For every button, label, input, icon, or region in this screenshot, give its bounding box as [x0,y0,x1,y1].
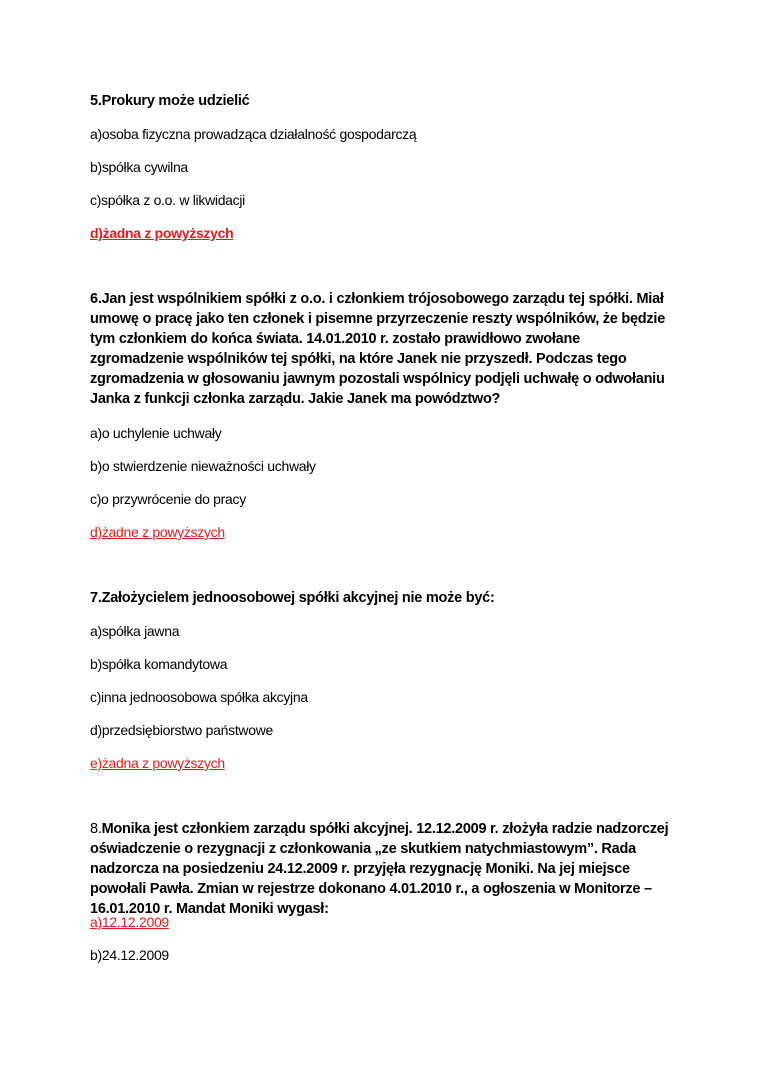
q7-option-b: b)spółka komandytowa [90,656,228,672]
question-6: 6.Jan jest wspólnikiem spółki z o.o. i członkiem trójosobowego zarządu tej spółki. Miał umowę o pracę jako ten członek i pisemne przyrzeczenie reszty wspólników, że będzie tym członkiem do końca świata. 14.01.2010 r. zostało prawidłowo zwołane zgromadzenie wspólników tej spółki, na które Janek nie przyszedł. Podczas tego zgromadzenia w głosowaniu jawnym pozostali wspólnicy podjęli uchwałę o odwołaniu Janka z funkcji członka zarządu. Jakie Janek ma powództwo? [90,291,666,407]
question-8-number: 8. [90,821,102,837]
q6-option-c: c)o przywrócenie do pracy [90,491,246,507]
q6-option-a: a)o uchylenie uchwały [90,425,222,441]
q7-option-d: d)przedsiębiorstwo państwowe [90,722,274,738]
q5-option-d-correct: d)żadna z powyższych [90,225,234,241]
q5-option-a: a)osoba fizyczna prowadząca działalność gospodarczą [90,126,417,142]
q6-option-d-correct: d)żadne z powyższych [90,524,225,540]
q5-option-b: b)spółka cywilna [90,159,188,175]
q8-option-b: b)24.12.2009 [90,947,169,963]
question-7: 7.Założycielem jednoosobowej spółki akcyjnej nie może być: [90,590,495,606]
q6-option-b: b)o stwierdzenie nieważności uchwały [90,458,316,474]
q7-option-c: c)inna jednoosobowa spółka akcyjna [90,689,308,705]
q7-option-a: a)spółka jawna [90,623,180,639]
question-5: 5.Prokury może udzielić [90,93,250,109]
question-8 [90,819,672,919]
question-8-text: Monika jest członkiem zarządu spółki akcyjnej. 12.12.2009 r. złożyła radzie nadzorczej oświadczenie o rezygnacji z członkowania „ze skutkiem natychmiastowym”. Rada nadzorcza na posiedzeniu 24.12.2009 r. przyjęła rezygnację Moniki. Na jej miejsce powołali Pawła. Zmian w rejestrze dokonano 4.01.2010 r., a ogłoszenia w Monitorze – 16.01.2010 r. Mandat Moniki wygasł: [90,821,669,917]
q8-option-a-correct: a)12.12.2009 [90,914,169,930]
q7-option-e-correct: e)żadna z powyższych [90,755,225,771]
q5-option-c: c)spółka z o.o. w likwidacji [90,192,245,208]
